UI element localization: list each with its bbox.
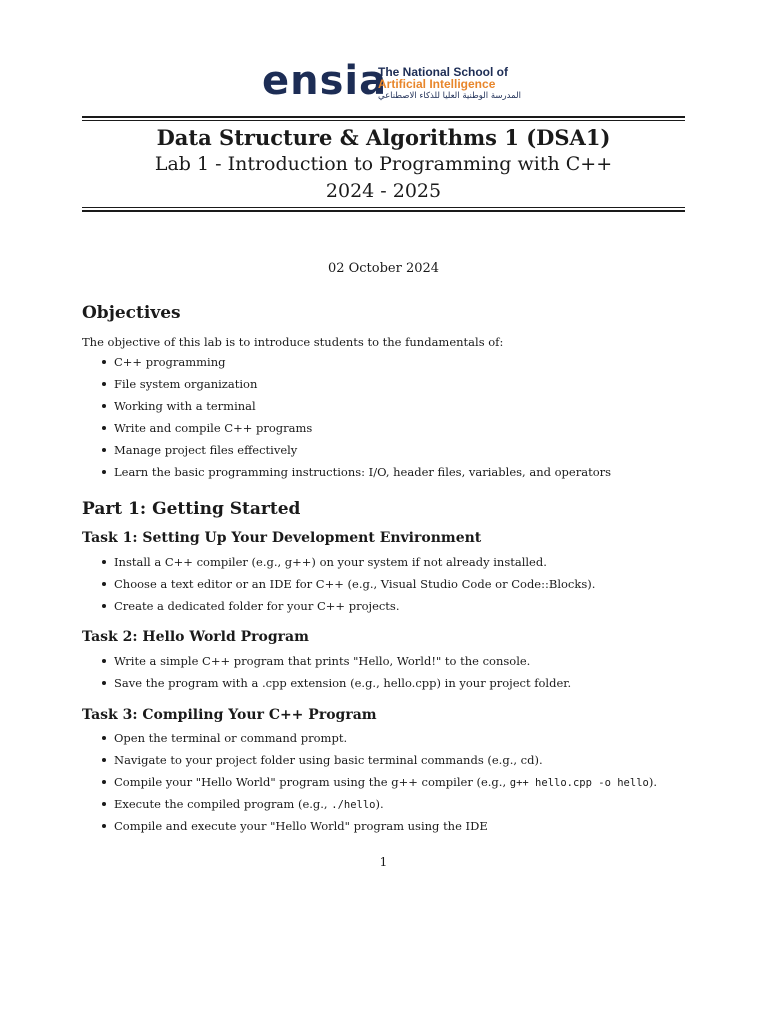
bottom-rule: [82, 210, 685, 212]
list-item: Working with a terminal: [100, 398, 700, 420]
list-item: [100, 796, 700, 818]
list-item: Install a C++ compiler (e.g., g++) on your system if not already installed.: [100, 554, 700, 576]
execute-text: Execute the compiled program (e.g.,: [114, 797, 332, 811]
compile-command: g++ hello.cpp -o hello: [509, 777, 649, 789]
list-item: Save the program with a .cpp extension (e.g., hello.cpp) in your project folder.: [100, 675, 700, 697]
task1-heading: Task 1: Setting Up Your Development Environment: [82, 530, 482, 546]
bottom-rule-thin: [82, 207, 685, 208]
logo-line-1: The National School of: [378, 65, 509, 79]
list-item: Create a dedicated folder for your C++ projects.: [100, 598, 700, 620]
logo-line-2: Artificial Intelligence: [378, 77, 496, 91]
ensia-logo: [262, 58, 522, 108]
academic-year: 2024 - 2025: [325, 180, 442, 202]
part1-heading: Part 1: Getting Started: [82, 499, 301, 519]
compile-text-end: ).: [648, 775, 657, 789]
top-rule: [82, 116, 685, 118]
task2-heading: Task 2: Hello World Program: [82, 629, 309, 645]
list-item: Manage project files effectively: [100, 442, 700, 464]
objectives-heading: Objectives: [82, 303, 181, 323]
document-date: 02 October 2024: [327, 261, 440, 276]
logo-caption: [378, 66, 521, 102]
logo-wordmark: ensia: [262, 58, 388, 104]
list-item: Learn the basic programming instructions: I/O, header files, variables, and operators: [100, 464, 700, 486]
list-item: Write and compile C++ programs: [100, 420, 700, 442]
objectives-list: [100, 354, 700, 486]
document-title: Data Structure & Algorithms 1 (DSA1): [156, 125, 611, 150]
top-rule-thin: [82, 120, 685, 121]
list-item: File system organization: [100, 376, 700, 398]
list-item: C++ programming: [100, 354, 700, 376]
list-item: Write a simple C++ program that prints "Hello, World!" to the console.: [100, 653, 700, 675]
task2-list: [100, 653, 700, 697]
execute-text-end: ).: [375, 797, 384, 811]
task3-heading: Task 3: Compiling Your C++ Program: [82, 707, 377, 723]
task1-list: [100, 554, 700, 620]
task3-list: [100, 730, 700, 840]
compile-text: Compile your "Hello World" program using the g++ compiler (e.g.,: [114, 775, 510, 789]
list-item: Navigate to your project folder using basic terminal commands (e.g., cd).: [100, 752, 700, 774]
document-subtitle: Lab 1 - Introduction to Programming with C++: [154, 153, 613, 175]
logo-line-3: المدرسة الوطنية العليا للذكاء الاصطناعي: [378, 91, 521, 101]
list-item: [100, 774, 700, 796]
list-item: Open the terminal or command prompt.: [100, 730, 700, 752]
list-item: Compile and execute your "Hello World" program using the IDE: [100, 818, 700, 840]
execute-command: ./hello: [331, 799, 376, 811]
page-number: 1: [379, 855, 388, 869]
objectives-intro: The objective of this lab is to introduce students to the fundamentals of:: [82, 335, 504, 349]
list-item: Choose a text editor or an IDE for C++ (e.g., Visual Studio Code or Code::Blocks).: [100, 576, 700, 598]
